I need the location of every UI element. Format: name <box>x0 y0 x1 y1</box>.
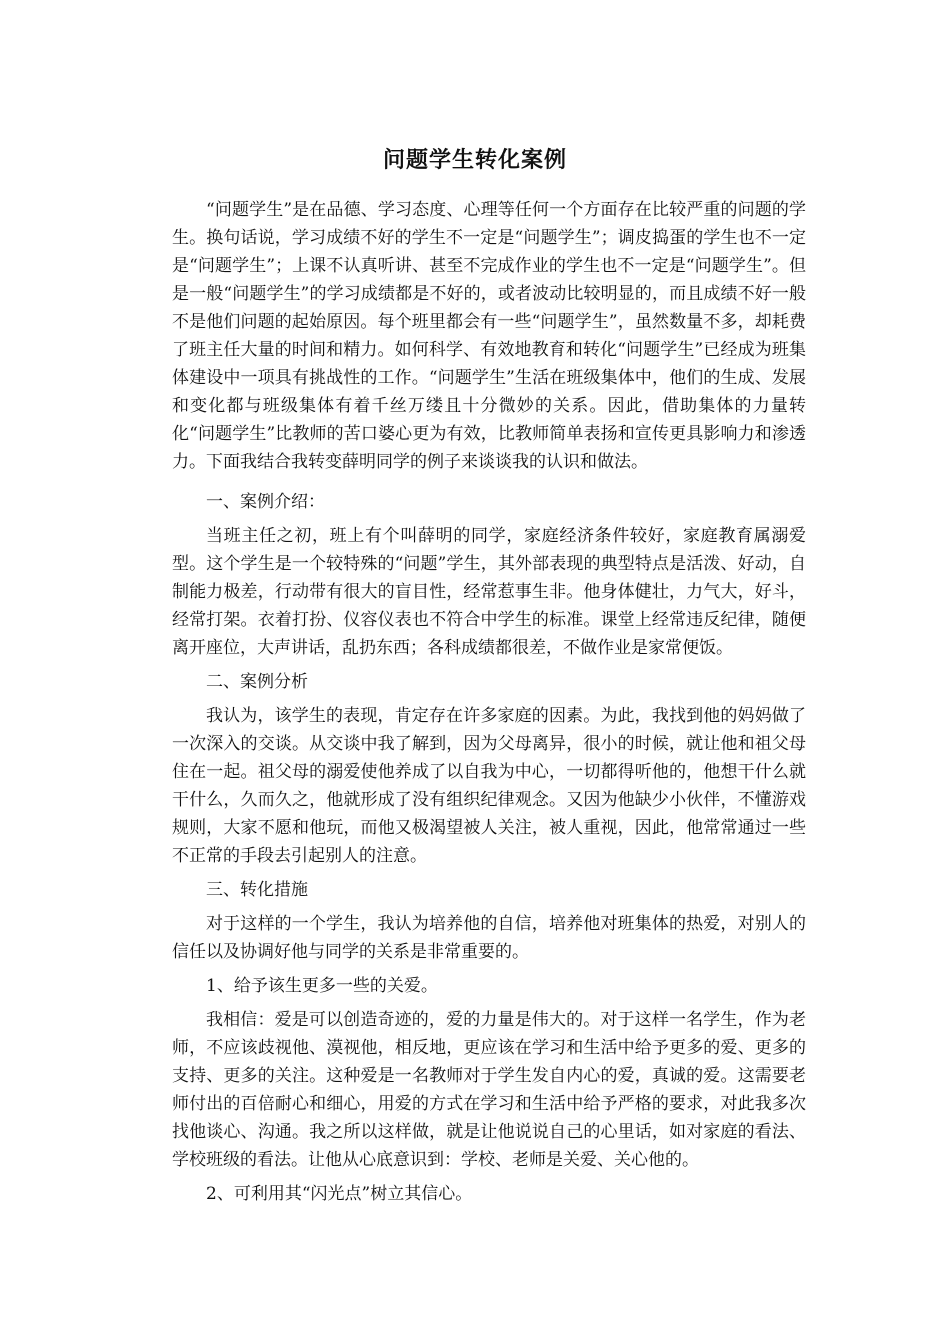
document-body <box>172 196 806 1214</box>
subheading-more-care: 1、给予该生更多一些的关爱。 <box>206 976 438 996</box>
section-heading-case-analysis: 二、案例分析 <box>206 672 308 692</box>
intro-paragraph: “问题学生”是在品德、学习态度、心理等任何一个方面存在比较严重的问题的学生。换句话说，学习成绩不好的学生不一定是“问题学生”；调皮捣蛋的学生也不一定是“问题学生”；上课不认真听讲、甚至不完成作业的学生也不一定是“问题学生”。但是一般“问题学生”的学习成绩都是不好的，或者波动比较明显的，而且成绩不好一般不是他们问题的起始原因。每个班里都会有一些“问题学生”，虽然数量不多，却耗费了班主任大量的时间和精力。如何科学、有效地教育和转化“问题学生”已经成为班集体建设中一项具有挑战性的工作。“问题学生”生活在班级集体中，他们的生成、发展和变化都与班级集体有着千丝万缕且十分微妙的关系。因此，借助集体的力量转化“问题学生”比教师的苦口婆心更为有效，比教师简单表扬和宣传更具影响力和渗透力。下面我结合我转变薛明同学的例子来谈谈我的认识和做法。 <box>172 200 806 472</box>
case-analysis-paragraph: 我认为，该学生的表现，肯定存在许多家庭的因素。为此，我找到他的妈妈做了一次深入的交谈。从交谈中我了解到，因为父母离异，很小的时候，就让他和祖父母住在一起。祖父母的溺爱使他养成了以自我为中心，一切都得听他的，他想干什么就干什么，久而久之，他就形成了没有组织纪律观念。又因为他缺少小伙伴，不懂游戏规则，大家不愿和他玩，而他又极渴望被人关注，被人重视，因此，他常常通过一些不正常的手段去引起别人的注意。 <box>172 706 806 866</box>
subheading-shining-points: 2、可利用其“闪光点”树立其信心。 <box>206 1184 473 1204</box>
more-care-paragraph: 我相信：爱是可以创造奇迹的，爱的力量是伟大的。对于这样一名学生，作为老师，不应该歧视他、漠视他，相反地，更应该在学习和生活中给予更多的爱、更多的支持、更多的关注。这种爱是一名教师对于学生发自内心的爱，真诚的爱。这需要老师付出的百倍耐心和细心，用爱的方式在学习和生活中给予严格的要求，对此我多次找他谈心、沟通。我之所以这样做，就是让他说说自己的心里话，如对家庭的看法、学校班级的看法。让他从心底意识到：学校、老师是关爱、关心他的。 <box>172 1010 806 1170</box>
document-title: 问题学生转化案例 <box>382 148 567 173</box>
section-heading-case-intro: 一、案例介绍： <box>206 492 325 512</box>
case-intro-paragraph: 当班主任之初，班上有个叫薛明的同学，家庭经济条件较好，家庭教育属溺爱型。这个学生是一个较特殊的“问题”学生，其外部表现的典型特点是活泼、好动，自制能力极差，行动带有很大的盲目性，经常惹事生非。他身体健壮，力气大，好斗，经常打架。衣着打扮、仪容仪表也不符合中学生的标准。课堂上经常违反纪律，随便离开座位，大声讲话，乱扔东西；各科成绩都很差，不做作业是家常便饭。 <box>172 526 806 658</box>
measures-paragraph: 对于这样的一个学生，我认为培养他的自信，培养他对班集体的热爱，对别人的信任以及协调好他与同学的关系是非常重要的。 <box>172 914 806 962</box>
section-heading-measures: 三、转化措施 <box>206 880 308 900</box>
